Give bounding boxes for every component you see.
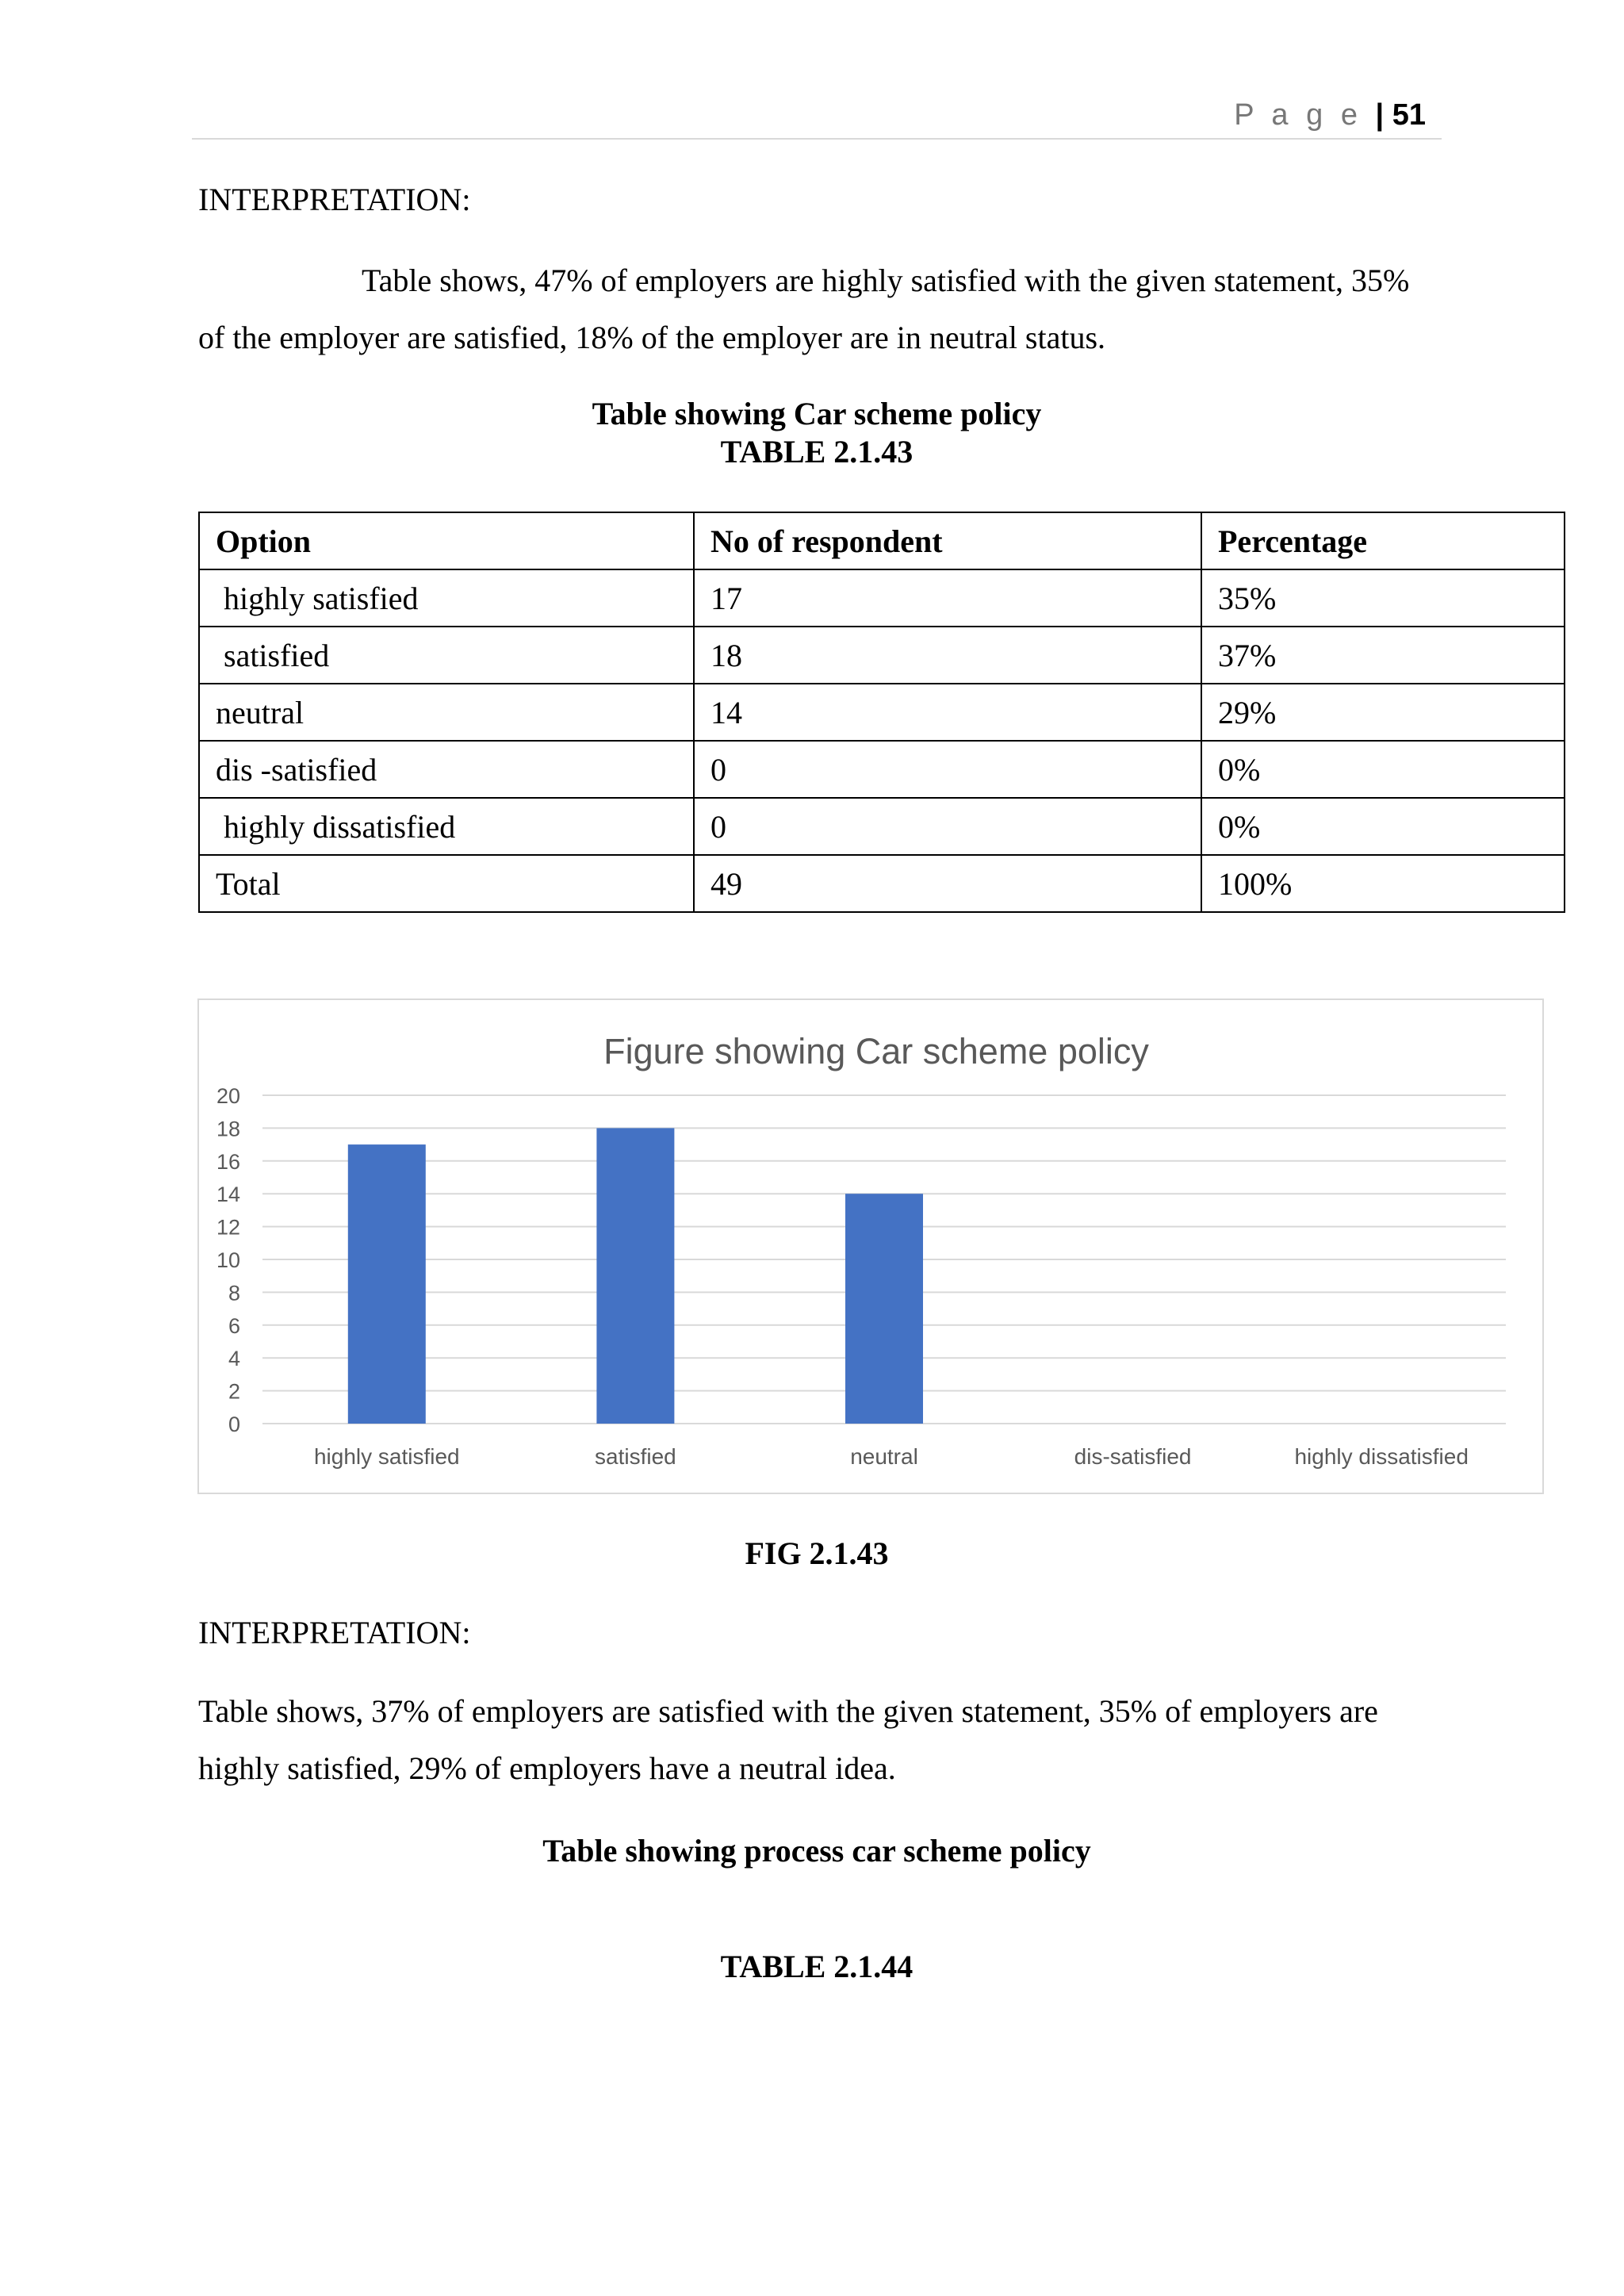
respondent-cell: 49 (694, 855, 1201, 912)
percentage-cell: 0% (1201, 798, 1565, 855)
header-respondents: No of respondent (694, 512, 1201, 569)
figure-caption: FIG 2.1.43 (745, 1535, 889, 1571)
bar-satisfied (596, 1128, 674, 1424)
percentage-cell: 0% (1201, 741, 1565, 798)
respondent-cell: 18 (694, 627, 1201, 684)
y-tick-label: 8 (228, 1281, 240, 1305)
car-scheme-table (198, 512, 1565, 913)
bar-chart (197, 999, 1544, 1494)
interpretation-paragraph-1 (198, 252, 1435, 366)
x-tick-label: neutral (850, 1444, 918, 1469)
table-row (199, 798, 1565, 855)
page-label: P a g e (1234, 98, 1362, 132)
interpretation-2-line-1: Table shows, 37% of employers are satisfied with the given statement, 35% of employers are (198, 1693, 1378, 1729)
y-tick-label: 16 (216, 1149, 240, 1174)
next-table-number: TABLE 2.1.44 (720, 1949, 914, 1984)
next-table-title: Table showing process car scheme policy (542, 1833, 1091, 1869)
interpretation-2-line-2: highly satisfied, 29% of employers have a neutral idea. (198, 1750, 896, 1786)
table-row (199, 855, 1565, 912)
page-number: P a g e | 51 (1234, 98, 1426, 132)
x-tick-label: dis-satisfied (1074, 1444, 1192, 1469)
percentage-cell: 100% (1201, 855, 1565, 912)
table-row (199, 741, 1565, 798)
percentage-cell: 29% (1201, 684, 1565, 741)
header-option: Option (199, 512, 694, 569)
page-header (192, 94, 1442, 140)
y-axis-ticks (216, 1084, 240, 1436)
x-tick-label: highly dissatisfied (1294, 1444, 1469, 1469)
header-percentage: Percentage (1201, 512, 1565, 569)
option-cell: dis -satisfied (199, 741, 694, 798)
y-tick-label: 12 (216, 1215, 240, 1240)
x-tick-label: satisfied (595, 1444, 676, 1469)
y-tick-label: 14 (216, 1182, 240, 1207)
interpretation-1-line-2: of the employer are satisfied, 18% of the employer are in neutral status. (198, 320, 1106, 355)
bar-chart-svg (199, 1000, 1545, 1496)
respondent-cell: 0 (694, 798, 1201, 855)
option-cell: Total (199, 855, 694, 912)
chart-title: Figure showing Car scheme policy (603, 1031, 1149, 1071)
y-tick-label: 10 (216, 1248, 240, 1272)
table-title: Table showing Car scheme policy (592, 396, 1042, 431)
x-axis-labels (314, 1444, 1469, 1469)
percentage-cell: 37% (1201, 627, 1565, 684)
table-number: TABLE 2.1.43 (720, 434, 914, 470)
interpretation-heading-2: INTERPRETATION: (198, 1615, 471, 1650)
page-number-value: 51 (1392, 98, 1426, 132)
y-tick-label: 0 (228, 1412, 240, 1436)
y-tick-label: 20 (216, 1084, 240, 1108)
table-row (199, 569, 1565, 627)
chart-bars (348, 1128, 923, 1424)
option-cell: satisfied (199, 627, 694, 684)
respondent-cell: 14 (694, 684, 1201, 741)
respondent-cell: 17 (694, 569, 1201, 627)
interpretation-heading-1: INTERPRETATION: (198, 182, 471, 217)
interpretation-1-line-1: Table shows, 47% of employers are highly satisfied with the given statement, 35% (362, 263, 1410, 298)
interpretation-paragraph-2 (198, 1683, 1435, 1797)
percentage-cell: 35% (1201, 569, 1565, 627)
x-tick-label: highly satisfied (313, 1444, 460, 1469)
y-tick-label: 6 (228, 1313, 240, 1338)
option-cell: neutral (199, 684, 694, 741)
table-row (199, 627, 1565, 684)
bar-highly-satisfied (348, 1144, 426, 1424)
table-row (199, 684, 1565, 741)
option-cell: highly satisfied (199, 569, 694, 627)
option-cell: highly dissatisfied (199, 798, 694, 855)
y-tick-label: 4 (228, 1347, 240, 1371)
y-tick-label: 18 (216, 1117, 240, 1141)
table-header-row (199, 512, 1565, 569)
respondent-cell: 0 (694, 741, 1201, 798)
y-tick-label: 2 (228, 1379, 240, 1404)
bar-neutral (845, 1194, 923, 1424)
